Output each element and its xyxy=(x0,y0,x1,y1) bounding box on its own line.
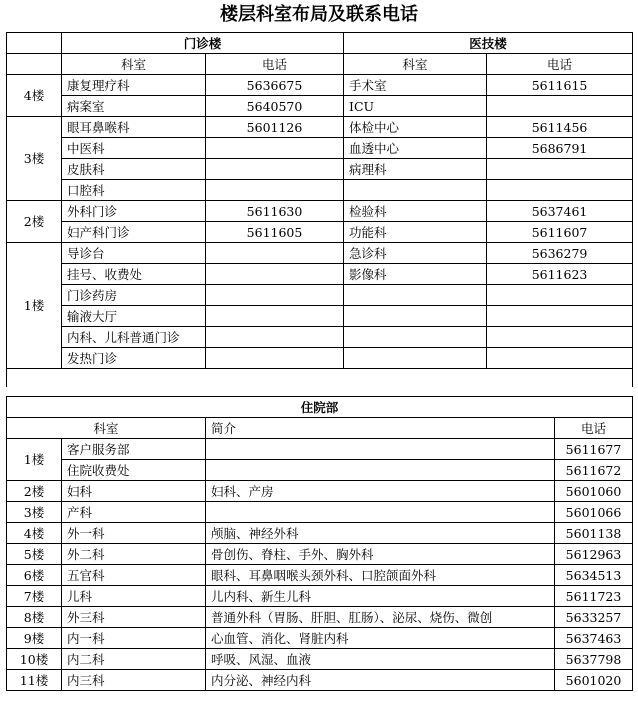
medtech-dept: 体检中心 xyxy=(344,117,487,138)
inpatient-dept: 内二科 xyxy=(62,649,206,670)
outpatient-dept: 挂号、收费处 xyxy=(62,264,206,285)
inpatient-phone: 5637463 xyxy=(555,628,633,649)
medtech-header: 医技楼 xyxy=(344,33,633,54)
outpatient-phone: 5601126 xyxy=(206,117,344,138)
outpatient-dept: 康复理疗科 xyxy=(62,75,206,96)
medtech-dept: 手术室 xyxy=(344,75,487,96)
inpatient-table xyxy=(6,396,633,691)
table-row xyxy=(7,159,633,180)
table-row xyxy=(7,628,633,649)
table-row xyxy=(7,222,633,243)
outpatient-dept: 口腔科 xyxy=(62,180,206,201)
medtech-phone: 5611615 xyxy=(487,75,633,96)
outpatient-phone: 5611630 xyxy=(206,201,344,222)
medtech-dept: 病理科 xyxy=(344,159,487,180)
inpatient-dept: 外一科 xyxy=(62,523,206,544)
medtech-dept: 检验科 xyxy=(344,201,487,222)
medtech-phone: 5611456 xyxy=(487,117,633,138)
outpatient-header: 门诊楼 xyxy=(62,33,344,54)
outpatient-phone: 5611605 xyxy=(206,222,344,243)
col-header-dept: 科室 xyxy=(7,418,206,439)
medtech-phone: 5637461 xyxy=(487,201,633,222)
outpatient-phone xyxy=(206,159,344,180)
outpatient-dept: 病案室 xyxy=(62,96,206,117)
inpatient-dept: 外二科 xyxy=(62,544,206,565)
inpatient-desc: 眼科、耳鼻咽喉头颈外科、口腔颌面外科 xyxy=(206,565,555,586)
outpatient-dept: 中医科 xyxy=(62,138,206,159)
medtech-phone xyxy=(487,96,633,117)
inpatient-phone: 5633257 xyxy=(555,607,633,628)
inpatient-desc: 颅脑、神经外科 xyxy=(206,523,555,544)
medtech-phone xyxy=(487,180,633,201)
inpatient-phone: 5611677 xyxy=(555,439,633,460)
medtech-phone: 5636279 xyxy=(487,243,633,264)
floor-label: 7楼 xyxy=(7,586,62,607)
inpatient-phone: 5601138 xyxy=(555,523,633,544)
medtech-dept: 功能科 xyxy=(344,222,487,243)
medtech-phone xyxy=(487,327,633,348)
table-row xyxy=(7,670,633,691)
medtech-dept xyxy=(344,327,487,348)
inpatient-phone: 5601066 xyxy=(555,502,633,523)
floor-label: 3楼 xyxy=(7,117,62,201)
medtech-phone xyxy=(487,159,633,180)
col-header-dept: 科室 xyxy=(62,54,206,75)
col-header-desc: 简介 xyxy=(206,418,555,439)
inpatient-phone: 5637798 xyxy=(555,649,633,670)
table-row xyxy=(7,327,633,348)
inpatient-desc: 内分泌、神经内科 xyxy=(206,670,555,691)
medtech-dept: 血透中心 xyxy=(344,138,487,159)
outpatient-dept: 导诊台 xyxy=(62,243,206,264)
floor-label: 5楼 xyxy=(7,544,62,565)
inpatient-dept: 住院收费处 xyxy=(62,460,206,481)
table-row xyxy=(7,481,633,502)
medtech-dept: 影像科 xyxy=(344,264,487,285)
outpatient-phone xyxy=(206,243,344,264)
inpatient-desc xyxy=(206,502,555,523)
inpatient-header: 住院部 xyxy=(7,397,633,418)
floor-label: 1楼 xyxy=(7,243,62,369)
floor-label: 6楼 xyxy=(7,565,62,586)
inpatient-phone: 5611723 xyxy=(555,586,633,607)
table-row xyxy=(7,75,633,96)
inpatient-dept: 产科 xyxy=(62,502,206,523)
table-row xyxy=(7,264,633,285)
floor-label: 8楼 xyxy=(7,607,62,628)
inpatient-dept: 内三科 xyxy=(62,670,206,691)
outpatient-dept: 皮肤科 xyxy=(62,159,206,180)
table-row xyxy=(7,649,633,670)
table-row xyxy=(7,243,633,264)
outpatient-dept: 妇产科门诊 xyxy=(62,222,206,243)
outpatient-dept: 眼耳鼻喉科 xyxy=(62,117,206,138)
outpatient-phone xyxy=(206,180,344,201)
inpatient-desc: 普通外科（胃肠、肝胆、肛肠）、泌尿、烧伤、微创 xyxy=(206,607,555,628)
floor-label: 11楼 xyxy=(7,670,62,691)
medtech-dept xyxy=(344,285,487,306)
col-header-phone: 电话 xyxy=(487,54,633,75)
table-row xyxy=(7,96,633,117)
inpatient-desc: 儿内科、新生儿科 xyxy=(206,586,555,607)
medtech-dept xyxy=(344,306,487,327)
inpatient-dept: 五官科 xyxy=(62,565,206,586)
table-row xyxy=(7,201,633,222)
medtech-dept xyxy=(344,348,487,369)
medtech-phone: 5611607 xyxy=(487,222,633,243)
table-row xyxy=(7,502,633,523)
inpatient-dept: 儿科 xyxy=(62,586,206,607)
medtech-phone xyxy=(487,285,633,306)
outpatient-phone xyxy=(206,138,344,159)
outpatient-phone: 5636675 xyxy=(206,75,344,96)
page-title: 楼层科室布局及联系电话 xyxy=(220,4,418,25)
floor-label: 4楼 xyxy=(7,75,62,117)
spacer-row xyxy=(7,369,633,388)
table-row xyxy=(7,138,633,159)
outpatient-phone xyxy=(206,348,344,369)
inpatient-phone: 5611672 xyxy=(555,460,633,481)
table-row xyxy=(7,285,633,306)
outpatient-dept: 内科、儿科普通门诊 xyxy=(62,327,206,348)
outpatient-dept: 发热门诊 xyxy=(62,348,206,369)
inpatient-phone: 5601060 xyxy=(555,481,633,502)
col-header-phone: 电话 xyxy=(206,54,344,75)
inpatient-desc: 骨创伤、脊柱、手外、胸外科 xyxy=(206,544,555,565)
corner-cell xyxy=(7,33,62,54)
floor-label: 2楼 xyxy=(7,201,62,243)
table-row xyxy=(7,117,633,138)
floor-label: 3楼 xyxy=(7,502,62,523)
floor-label: 1楼 xyxy=(7,439,62,481)
floor-label: 4楼 xyxy=(7,523,62,544)
inpatient-dept: 妇科 xyxy=(62,481,206,502)
medtech-dept xyxy=(344,180,487,201)
floor-label: 9楼 xyxy=(7,628,62,649)
floor-label: 2楼 xyxy=(7,481,62,502)
inpatient-phone: 5601020 xyxy=(555,670,633,691)
inpatient-desc: 呼吸、风湿、血液 xyxy=(206,649,555,670)
outpatient-phone: 5640570 xyxy=(206,96,344,117)
inpatient-desc xyxy=(206,439,555,460)
table-row xyxy=(7,586,633,607)
inpatient-dept: 外三科 xyxy=(62,607,206,628)
medtech-phone: 5686791 xyxy=(487,138,633,159)
medtech-phone xyxy=(487,348,633,369)
table-row xyxy=(7,306,633,327)
outpatient-phone xyxy=(206,306,344,327)
outpatient-dept: 外科门诊 xyxy=(62,201,206,222)
table-row xyxy=(7,565,633,586)
inpatient-dept: 内一科 xyxy=(62,628,206,649)
table-row xyxy=(7,607,633,628)
floor-label: 10楼 xyxy=(7,649,62,670)
outpatient-dept: 门诊药房 xyxy=(62,285,206,306)
table-row xyxy=(7,544,633,565)
medtech-phone xyxy=(487,306,633,327)
outpatient-phone xyxy=(206,264,344,285)
inpatient-desc xyxy=(206,460,555,481)
medtech-dept: ICU xyxy=(344,96,487,117)
inpatient-desc: 妇科、产房 xyxy=(206,481,555,502)
outpatient-dept: 输液大厅 xyxy=(62,306,206,327)
table-row xyxy=(7,460,633,481)
inpatient-phone: 5634513 xyxy=(555,565,633,586)
medtech-dept: 急诊科 xyxy=(344,243,487,264)
inpatient-desc: 心血管、消化、肾脏内科 xyxy=(206,628,555,649)
inpatient-dept: 客户服务部 xyxy=(62,439,206,460)
inpatient-phone: 5612963 xyxy=(555,544,633,565)
medtech-phone: 5611623 xyxy=(487,264,633,285)
outpatient-phone xyxy=(206,285,344,306)
table-row xyxy=(7,439,633,460)
table-row xyxy=(7,180,633,201)
table-row xyxy=(7,523,633,544)
col-header-phone: 电话 xyxy=(555,418,633,439)
outpatient-medtech-table xyxy=(6,32,633,387)
table-row xyxy=(7,348,633,369)
col-header-dept: 科室 xyxy=(344,54,487,75)
outpatient-phone xyxy=(206,327,344,348)
